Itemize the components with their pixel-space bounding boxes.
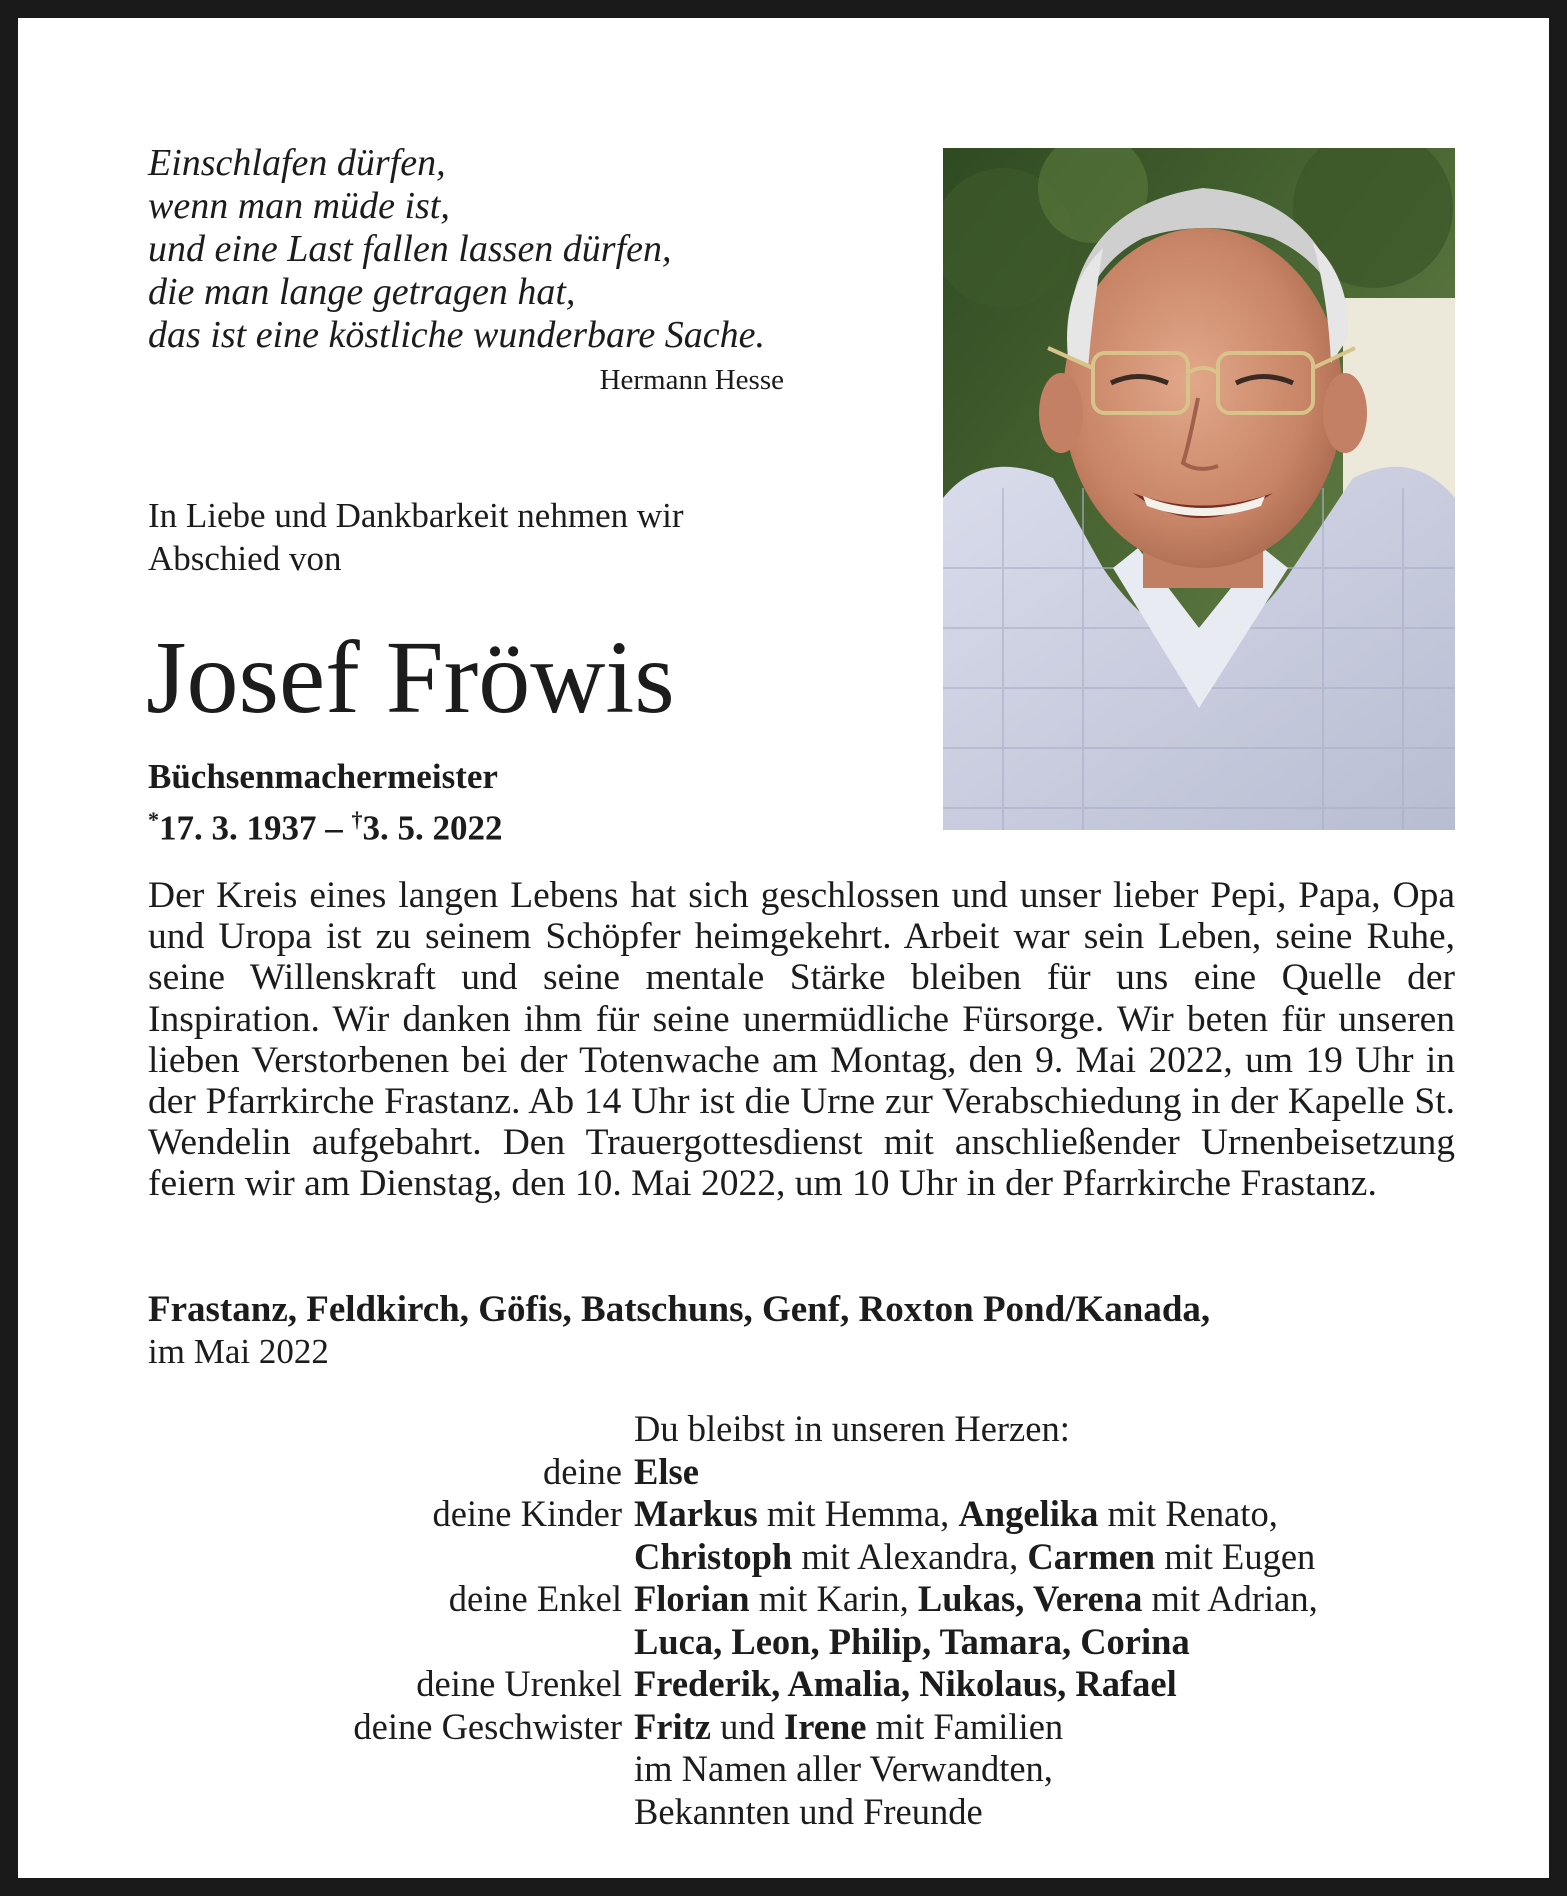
mourner-name: Lukas, Verena (917, 1578, 1143, 1619)
mourner-label: deine (542, 1450, 622, 1492)
mourner-text: mit Alexandra, (792, 1535, 1028, 1577)
mourner-row (148, 1536, 1458, 1579)
mourner-label: deine Kinder (432, 1493, 622, 1534)
mourner-text: mit Eugen (1155, 1535, 1316, 1577)
intro-line: Abschied von (148, 539, 342, 578)
mourner-row (148, 1621, 1458, 1664)
mourner-row (148, 1706, 1458, 1749)
mourner-label: deine Geschwister (353, 1705, 622, 1747)
mourner-label: deine Enkel (448, 1578, 622, 1619)
mourner-row (148, 1791, 1458, 1834)
death-symbol: † (351, 807, 363, 832)
mourner-name: Else (634, 1450, 699, 1492)
mourner-text: mit Adrian, (1142, 1578, 1318, 1619)
mourner-name: Christoph (634, 1535, 793, 1577)
poem-line: und eine Last fallen lassen dürfen, (148, 228, 672, 270)
closing-line: im Namen aller Verwandten, (634, 1748, 1053, 1789)
poem-author: Hermann Hesse (599, 364, 784, 396)
mourners-list (148, 1408, 1458, 1833)
birth-symbol: * (148, 807, 159, 832)
obituary-body-text: Der Kreis eines langen Lebens hat sich geschlossen und unser lieber Pepi, Papa, Opa und Uropa ist zu seinem Schöpfer heimgekehrt. Arbeit war sein Leben, seine Ruhe, seine Willenskraft und seine mentale Stärke bleiben für uns eine Quelle der Inspiration. Wir danken ihm für seine unermüdliche Fürsorge. Wir beten für unseren lieben Verstorbenen bei der Totenwache am Montag, den 9. Mai 2022, um 19 Uhr in der Pfarrkirche Frastanz. Ab 14 Uhr ist die Urne zur Verabschiedung in der Kapelle St. Wendelin aufgebahrt. Den Trauergottesdienst mit anschließender Urnenbeisetzung feiern wir am Dienstag, den 10. Mai 2022, um 10 Uhr in der Pfarrkirche Frastanz. (148, 875, 1455, 1205)
poem-line: das ist eine köstliche wunderbare Sache. (148, 314, 766, 356)
death-date: 3. 5. 2022 (362, 808, 503, 848)
portrait-photo (943, 148, 1455, 830)
mourners-heading-row (148, 1408, 1458, 1451)
mourner-row (148, 1451, 1458, 1494)
birth-date: 17. 3. 1937 (159, 808, 317, 848)
intro-line: In Liebe und Dankbarkeit nehmen wir (148, 496, 684, 535)
mourner-name: Florian (634, 1578, 750, 1619)
deceased-name: Josef Fröwis (146, 620, 675, 735)
poem-line: wenn man müde ist, (148, 185, 450, 227)
closing-line: Bekannten und Freunde (634, 1790, 983, 1832)
poem-line: die man lange getragen hat, (148, 271, 576, 313)
deceased-profession: Büchsenmachermeister (148, 757, 498, 796)
date-dash: – (316, 808, 352, 848)
mourner-text: und (711, 1705, 784, 1747)
mourner-name: Luca, Leon, Philip, Tamara, Corina (634, 1620, 1190, 1662)
poem (148, 142, 788, 357)
mourner-row (148, 1748, 1458, 1791)
mourner-name: Fritz (634, 1705, 711, 1747)
mourner-text: mit Familien (866, 1705, 1064, 1747)
mourner-name: Frederik, Amalia, Nikolaus, Rafael (634, 1663, 1177, 1704)
intro-text (148, 494, 868, 580)
mourner-row (148, 1578, 1458, 1621)
mourners-heading: Du bleibst in unseren Herzen: (634, 1408, 1070, 1449)
mourner-name: Irene (784, 1705, 867, 1747)
mourner-text: mit Hemma, (757, 1493, 959, 1534)
mourner-name: Angelika (958, 1493, 1099, 1534)
mourner-row (148, 1663, 1458, 1706)
life-dates (148, 799, 503, 850)
mourner-text: mit Karin, (749, 1578, 918, 1619)
mourner-row (148, 1493, 1458, 1536)
mourner-name: Markus (634, 1493, 758, 1534)
mourner-name: Carmen (1027, 1535, 1156, 1577)
mourner-label: deine Urenkel (416, 1663, 622, 1704)
poem-line: Einschlafen dürfen, (148, 142, 446, 184)
family-places: Frastanz, Feldkirch, Göfis, Batschuns, Genf, Roxton Pond/Kanada, (148, 1289, 1211, 1330)
notice-month: im Mai 2022 (148, 1332, 329, 1371)
mourner-text: mit Renato, (1098, 1493, 1278, 1534)
